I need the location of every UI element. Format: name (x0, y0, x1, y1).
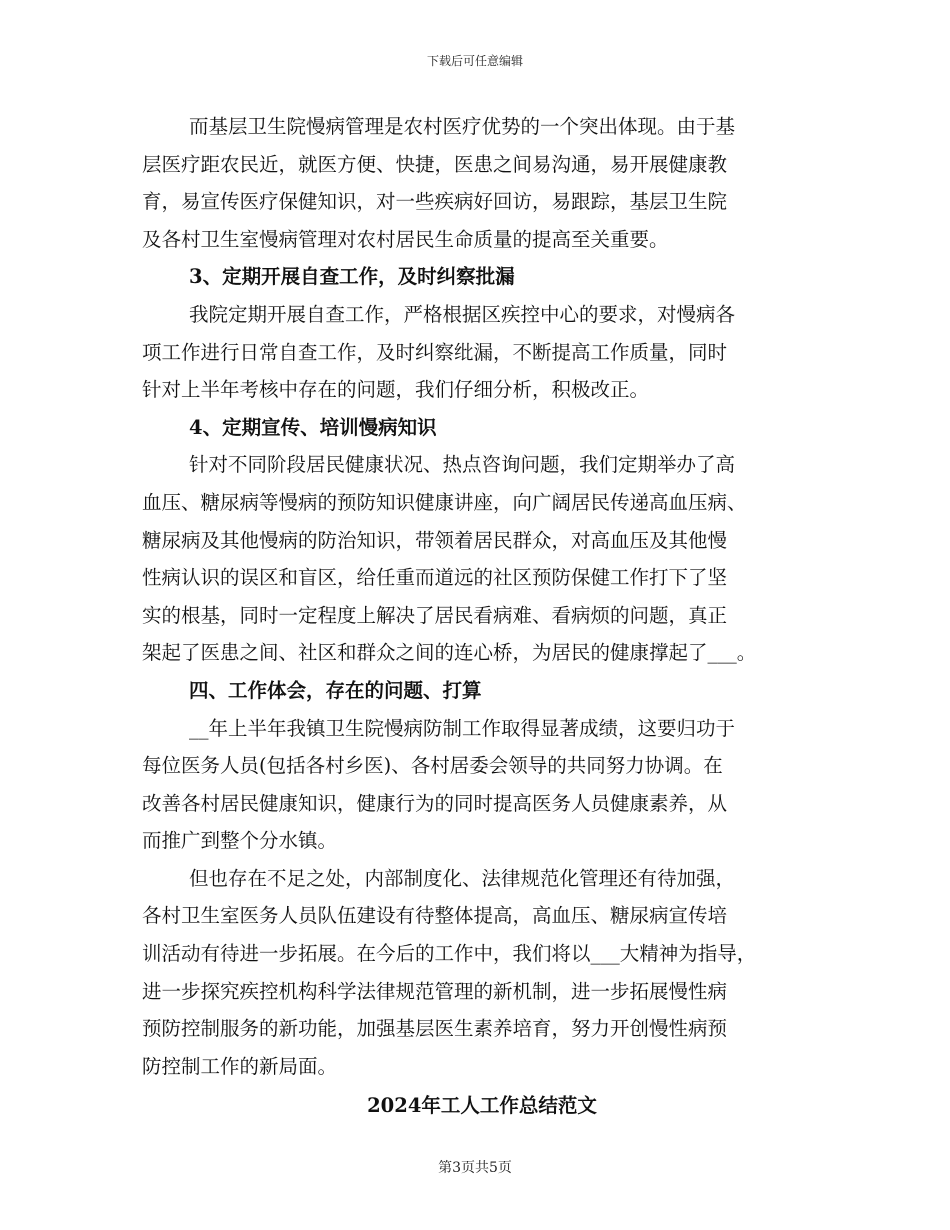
paragraph-line: 但也存在不足之处，内部制度化、法律规范化管理还有待加强， (189, 866, 736, 890)
paragraph-line: 育，易宣传医疗保健知识，对一些疾病好回访，易跟踪，基层卫生院 (142, 190, 728, 214)
paragraph-line: 性病认识的误区和盲区，给任重而道远的社区预防保健工作打下了坚 (142, 566, 728, 590)
section-heading: 4、定期宣传、培训慢病知识 (189, 415, 437, 439)
paragraph-line: 训活动有待进一步拓展。在今后的工作中，我们将以___大精神为指导， (142, 942, 757, 966)
paragraph-line: 项工作进行日常自查工作，及时纠察纰漏，不断提高工作质量，同时 (142, 340, 728, 364)
paragraph-line: 针对上半年考核中存在的问题，我们仔细分析，积极改正。 (142, 378, 650, 402)
paragraph-line: __年上半年我镇卫生院慢病防制工作取得显著成绩，这要归功于 (189, 716, 736, 740)
paragraph-line: 架起了医患之间、社区和群众之间的连心桥，为居民的健康撑起了___。 (142, 641, 757, 665)
paragraph-line: 我院定期开展自查工作，严格根据区疾控中心的要求，对慢病各 (189, 302, 736, 326)
paragraph-line: 进一步探究疾控机构科学法律规范管理的新机制，进一步拓展慢性病 (142, 979, 728, 1003)
paragraph-line: 糖尿病及其他慢病的防治知识，带领着居民群众，对高血压及其他慢 (142, 528, 728, 552)
paragraph-line: 层医疗距农民近，就医方便、快捷，医患之间易沟通，易开展健康教 (142, 152, 728, 176)
paragraph-line: 血压、糖尿病等慢病的预防知识健康讲座，向广阔居民传递高血压病、 (142, 490, 747, 514)
document-body (142, 108, 822, 1125)
section-heading: 3、定期开展自查工作，及时纠察批漏 (189, 265, 515, 289)
paragraph-line: 每位医务人员(包括各村乡医)、各村居委会领导的共同努力协调。在 (142, 754, 723, 778)
document-title: 2024年工人工作总结范文 (367, 1094, 597, 1118)
paragraph-line: 防控制工作的新局面。 (142, 1054, 338, 1078)
paragraph-line: 及各村卫生室慢病管理对农村居民生命质量的提高至关重要。 (142, 227, 669, 251)
page-footer: 第3页共5页 (438, 1160, 512, 1176)
paragraph-line: 实的根基，同时一定程度上解决了居民看病难、看病烦的问题，真正 (142, 603, 728, 627)
paragraph-line: 改善各村居民健康知识，健康行为的同时提高医务人员健康素养，从 (142, 791, 728, 815)
paragraph-line: 预防控制服务的新功能，加强基层医生素养培育，努力开创慢性病预 (142, 1017, 728, 1041)
page-header: 下载后可任意编辑 (426, 54, 523, 68)
paragraph-line: 而推广到整个分水镇。 (142, 829, 338, 853)
paragraph-line: 针对不同阶段居民健康状况、热点咨询问题，我们定期举办了高 (189, 453, 736, 477)
paragraph-line: 各村卫生室医务人员队伍建设有待整体提高，高血压、糖尿病宣传培 (142, 904, 728, 928)
paragraph-line: 而基层卫生院慢病管理是农村医疗优势的一个突出体现。由于基 (189, 115, 736, 138)
section-heading: 四、工作体会，存在的问题、打算 (189, 678, 482, 702)
